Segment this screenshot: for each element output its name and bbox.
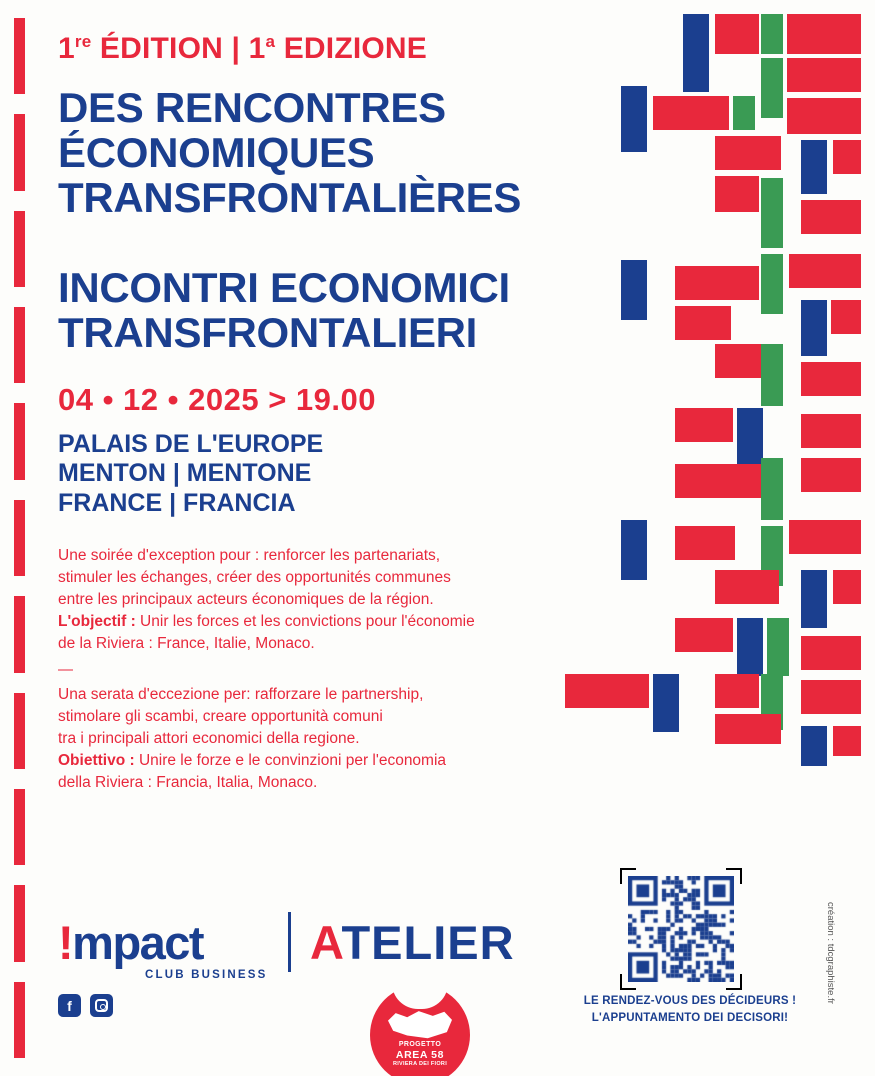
atelier-logo-rest: TELIER bbox=[341, 916, 515, 969]
page-title bbox=[58, 86, 618, 356]
paragraph-separator: — bbox=[58, 660, 74, 678]
mosaic-cell bbox=[683, 14, 709, 92]
mosaic-cell bbox=[801, 726, 827, 766]
badge-line-1: PROGETTO bbox=[398, 1041, 442, 1048]
mosaic-cell bbox=[831, 300, 861, 334]
mosaic-cell bbox=[833, 570, 861, 604]
mosaic-cell bbox=[733, 96, 755, 130]
mosaic-cell bbox=[653, 674, 679, 732]
objective-it-text: Unire le forze e le convinzioni per l'economia bbox=[134, 751, 447, 769]
tagline-fr: LE RENDEZ-VOUS DES DÉCIDEURS ! bbox=[583, 995, 797, 1007]
social-links bbox=[58, 994, 113, 1017]
description-fr bbox=[58, 545, 528, 655]
mosaic-cell bbox=[761, 178, 783, 248]
description-fr-line-3: entre les principaux acteurs économiques de la région. bbox=[58, 590, 434, 608]
mosaic-cell bbox=[787, 98, 861, 134]
edition-label: 1re ÉDITION | 1$^a$ EDIZIONE bbox=[58, 32, 428, 65]
mosaic-cell bbox=[761, 458, 783, 520]
impact-logo-subtitle: CLUB BUSINESS bbox=[145, 969, 268, 981]
title-line-fr-1: DES RENCONTRES bbox=[58, 84, 446, 131]
event-venue bbox=[58, 430, 618, 519]
mosaic-cell bbox=[787, 58, 861, 92]
mosaic-cell bbox=[801, 458, 861, 492]
mosaic-cell bbox=[761, 254, 783, 314]
mosaic-cell bbox=[761, 58, 783, 118]
impact-logo-bang: ! bbox=[58, 916, 73, 969]
mosaic-cell bbox=[715, 714, 781, 744]
area58-badge bbox=[370, 985, 470, 1073]
rail-segment bbox=[14, 693, 25, 769]
mosaic-cell bbox=[675, 618, 733, 652]
rail-segment bbox=[14, 403, 25, 479]
credit-text: création : tdcgraphiste.fr bbox=[825, 902, 836, 1004]
mosaic-cell bbox=[787, 14, 861, 54]
rail-segment bbox=[14, 789, 25, 865]
description-it-line-1: Una serata d'eccezione per: rafforzare le partnership, bbox=[58, 685, 424, 703]
venue-line-3: FRANCE | FRANCIA bbox=[58, 489, 296, 518]
impact-logo bbox=[58, 915, 203, 970]
description-it-line-2: stimolare gli scambi, creare opportunità comuni bbox=[58, 707, 383, 725]
badge-line-2: AREA 58 bbox=[395, 1049, 445, 1061]
mosaic-cell bbox=[737, 618, 763, 676]
mosaic-cell bbox=[833, 140, 861, 174]
objective-fr-text: Unir les forces et les convictions pour l'économie bbox=[135, 612, 475, 630]
mosaic-cell bbox=[801, 300, 827, 356]
mosaic-cell bbox=[715, 176, 759, 212]
mosaic-cell bbox=[621, 260, 647, 320]
title-line-fr-3: TRANSFRONTALIÈRES bbox=[58, 173, 522, 221]
mosaic-cell bbox=[801, 570, 827, 628]
objective-fr-label: L'objectif : bbox=[58, 612, 136, 630]
logo-divider bbox=[288, 912, 291, 972]
mosaic-cell bbox=[675, 526, 735, 560]
mosaic-cell bbox=[789, 254, 861, 288]
atelier-logo-first: A bbox=[310, 916, 342, 969]
poster-footer bbox=[0, 890, 875, 1076]
atelier-logo bbox=[310, 915, 515, 970]
facebook-icon[interactable]: f bbox=[58, 994, 81, 1017]
rail-segment bbox=[14, 596, 25, 672]
poster-content bbox=[58, 32, 618, 794]
description-it bbox=[58, 684, 528, 794]
mosaic-cell bbox=[767, 618, 789, 676]
qr-code-icon[interactable] bbox=[628, 876, 734, 982]
mosaic-cell bbox=[675, 464, 761, 498]
objective-fr-line bbox=[58, 611, 528, 633]
mosaic-cell bbox=[675, 408, 733, 442]
mosaic-cell bbox=[621, 86, 647, 152]
objective-it-label: Obiettivo : bbox=[58, 751, 135, 769]
objective-it-line bbox=[58, 750, 528, 772]
mosaic-cell bbox=[801, 362, 861, 396]
mosaic-cell bbox=[801, 140, 827, 194]
mosaic-cell bbox=[621, 520, 647, 580]
mosaic-cell bbox=[801, 680, 861, 714]
badge-line-3: RIVIERA DEI FIORI bbox=[392, 1061, 448, 1067]
mosaic-cell bbox=[761, 14, 783, 54]
mosaic-cell bbox=[789, 520, 861, 554]
description-fr-line-1: Une soirée d'exception pour : renforcer les partenariats, bbox=[58, 546, 441, 564]
rail-segment bbox=[14, 500, 25, 576]
mosaic-cell bbox=[801, 200, 861, 234]
instagram-icon[interactable] bbox=[90, 994, 113, 1017]
mosaic-cell bbox=[715, 14, 759, 54]
title-line-fr-2: ÉCONOMIQUES bbox=[58, 128, 375, 176]
mosaic-cell bbox=[675, 306, 731, 340]
venue-line-1: PALAIS DE L'EUROPE bbox=[58, 429, 324, 458]
rail-segment bbox=[14, 307, 25, 383]
rail-segment bbox=[14, 18, 25, 94]
mosaic-cell bbox=[833, 726, 861, 756]
title-line-it-1: INCONTRI ECONOMICI bbox=[58, 263, 510, 311]
mosaic-cell bbox=[761, 344, 783, 406]
mosaic-cell bbox=[801, 414, 861, 448]
objective-it-line-2: della Riviera : Francia, Italia, Monaco. bbox=[58, 773, 318, 791]
mosaic-cell bbox=[715, 674, 759, 708]
event-date: 04 • 12 • 2025 > 19.00 bbox=[58, 381, 376, 417]
mosaic-cell bbox=[653, 96, 729, 130]
mosaic-cell bbox=[675, 266, 759, 300]
qr-code-block[interactable] bbox=[620, 868, 742, 990]
mosaic-cell bbox=[801, 636, 861, 670]
objective-fr-line-2: de la Riviera : France, Italie, Monaco. bbox=[58, 634, 315, 652]
title-line-it-2: TRANSFRONTALIERI bbox=[58, 308, 478, 356]
description-it-line-3: tra i principali attori economici della regione. bbox=[58, 729, 360, 747]
mosaic-cell bbox=[715, 570, 779, 604]
tagline-it: L'APPUNTAMENTO DEI DECISORI! bbox=[591, 1011, 789, 1024]
tagline bbox=[565, 993, 815, 1026]
mosaic-cell bbox=[715, 136, 781, 170]
mosaic-cell bbox=[737, 408, 763, 468]
impact-logo-name: mpact bbox=[72, 916, 204, 969]
venue-line-2: MENTON | MENTONE bbox=[58, 459, 312, 488]
rail-segment bbox=[14, 211, 25, 287]
description-fr-line-2: stimuler les échanges, créer des opportunités communes bbox=[58, 568, 451, 586]
rail-segment bbox=[14, 114, 25, 190]
